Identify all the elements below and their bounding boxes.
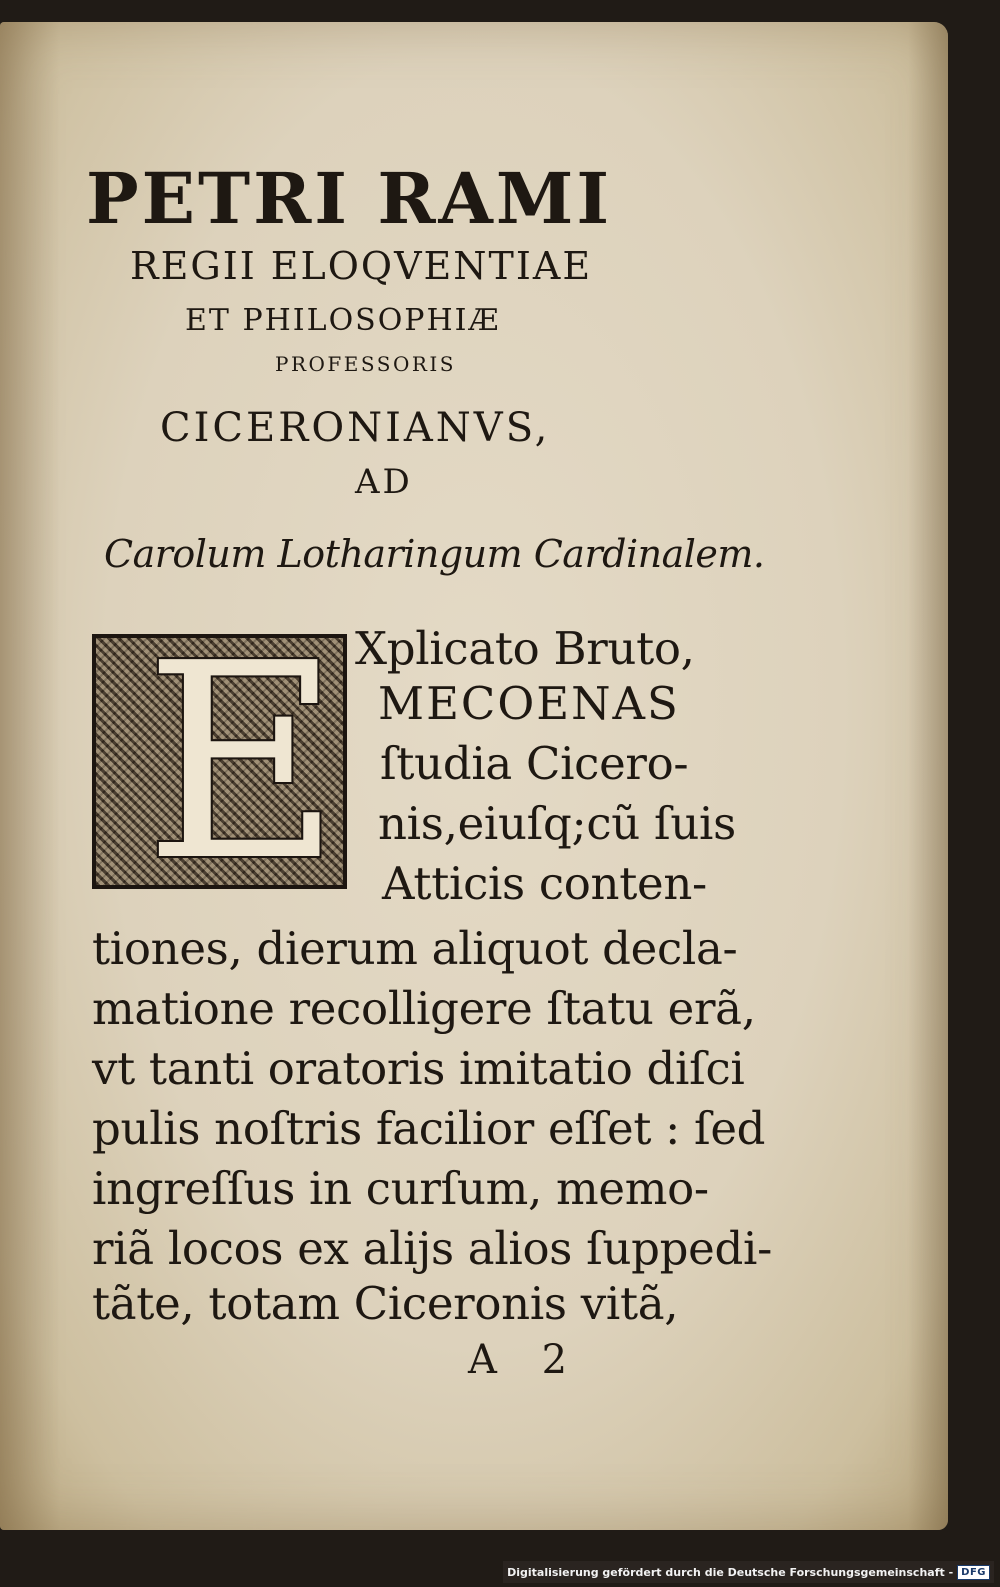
title-line-4: PROFESSORIS <box>275 352 456 376</box>
title-line-2: REGII ELOQVENTIAE <box>130 244 593 288</box>
book-page <box>0 22 948 1530</box>
digitization-credit <box>503 1561 994 1583</box>
body-line-2: MECOENAS <box>378 677 680 730</box>
body-line-4: nis,eiuſq;cũ ſuis <box>378 797 736 850</box>
body-line-10: ingreſſus in curſum, memo- <box>92 1162 709 1215</box>
body-line-8: vt tanti oratoris imitatio diſci <box>92 1042 745 1095</box>
body-line-11: riã locos ex alijs alios ſuppedi- <box>92 1222 772 1275</box>
body-line-3: ſtudia Cicero- <box>380 737 689 790</box>
signature-mark: A 2 <box>468 1337 584 1383</box>
title-line-5: CICERONIANVS, <box>160 405 551 451</box>
body-line-7: matione recolligere ſtatu erã, <box>92 982 756 1035</box>
dedication-line: Carolum Lotharingum Cardinalem. <box>104 532 765 576</box>
body-line-5: Atticis conten- <box>382 857 707 910</box>
body-line-6: tiones, dierum aliquot decla- <box>92 922 738 975</box>
body-line-1: Xplicato Bruto, <box>355 622 695 675</box>
credit-text: Digitalisierung gefördert durch die Deutsche Forschungsgemeinschaft - <box>507 1565 954 1579</box>
title-line-6: AD <box>355 462 413 502</box>
initial-letter: E <box>144 605 342 920</box>
decorated-initial <box>92 605 347 920</box>
title-line-3: ET PHILOSOPHIÆ <box>185 303 501 338</box>
dfg-logo: DFG <box>957 1565 990 1580</box>
body-line-12: tãte, totam Ciceronis vitã, <box>92 1277 679 1330</box>
title-line-1: PETRI RAMI <box>86 157 613 240</box>
body-line-9: pulis noſtris facilior eſſet : ſed <box>92 1102 766 1155</box>
